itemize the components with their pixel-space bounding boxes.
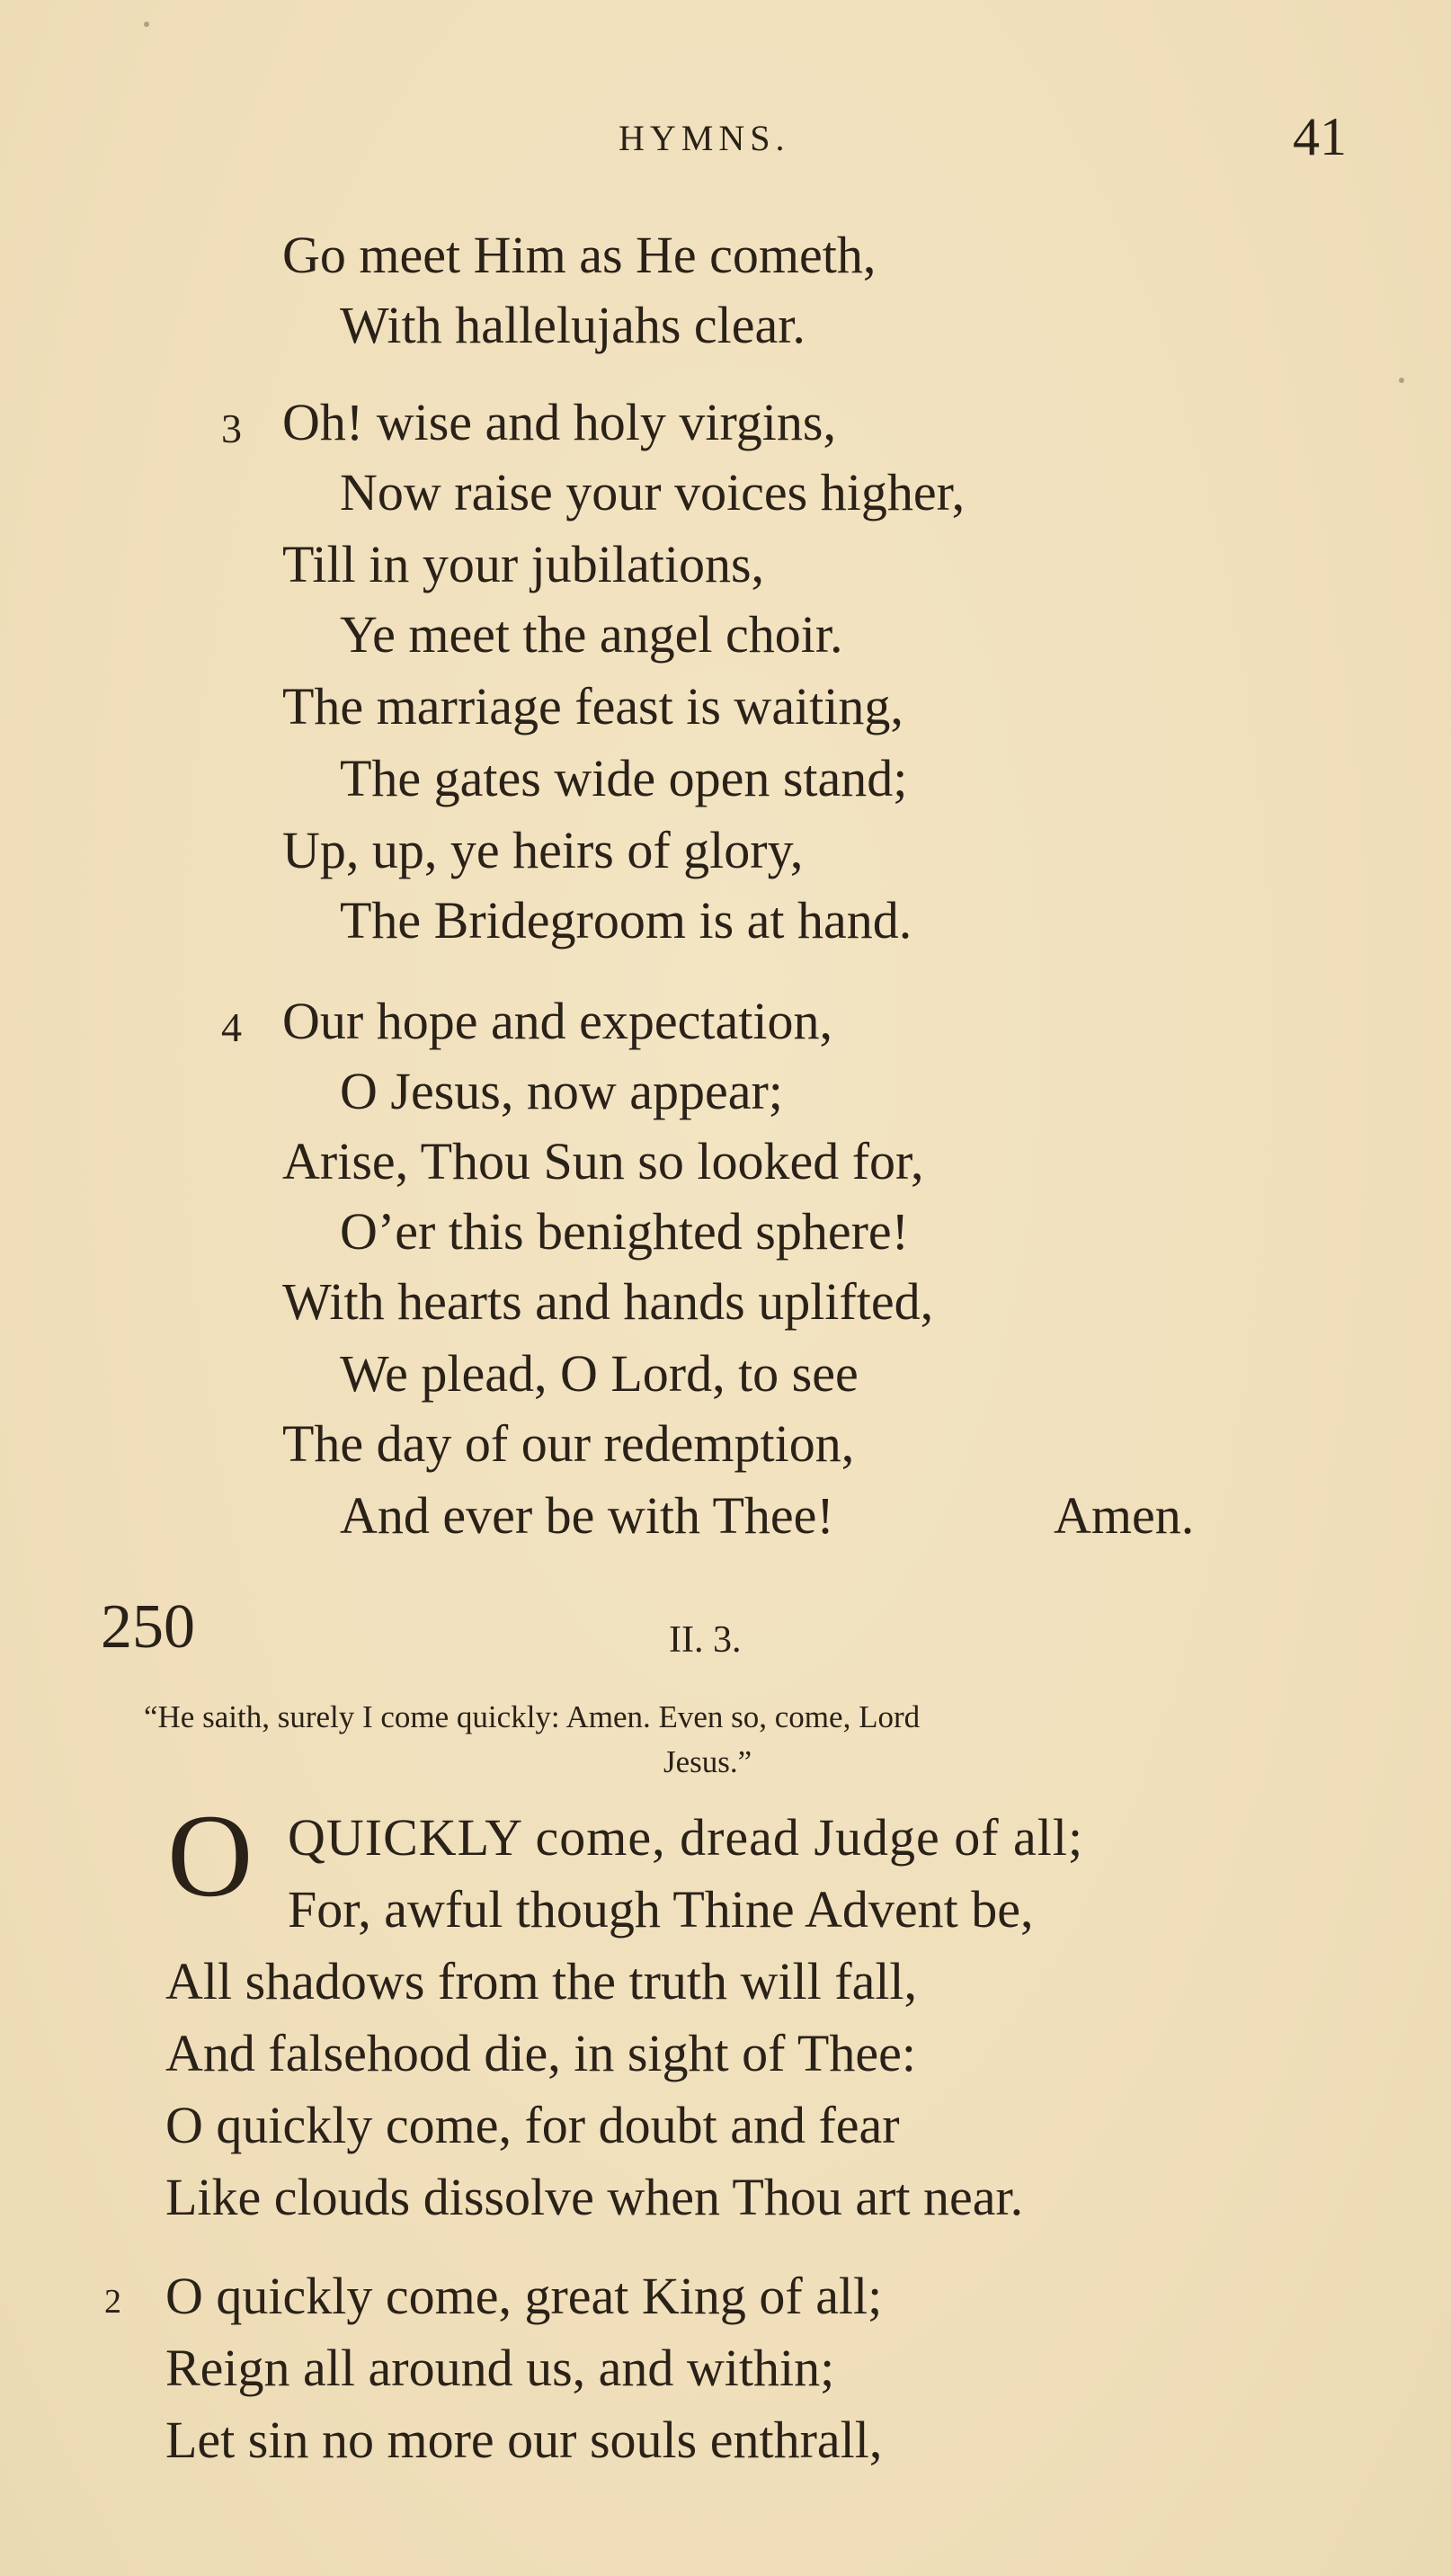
- verse-line: Our hope and expectation,: [282, 992, 833, 1050]
- verse-line: For, awful though Thine Advent be,: [288, 1880, 1034, 1939]
- verse-line: We plead, O Lord, to see: [340, 1344, 859, 1403]
- amen: Amen.: [1054, 1486, 1195, 1545]
- verse-line: Oh! wise and holy virgins,: [282, 393, 836, 451]
- verse-line: Up, up, ye heirs of glory,: [282, 821, 804, 879]
- epigraph-line: “He saith, surely I come quickly: Amen. Even so, come, Lord: [144, 1699, 921, 1734]
- verse-line: The marriage feast is waiting,: [282, 677, 904, 735]
- verse-line: O quickly come, great King of all;: [165, 2267, 883, 2325]
- verse-line: Now raise your voices higher,: [340, 463, 966, 521]
- verse-line: Let sin no more our souls enthrall,: [165, 2411, 883, 2469]
- verse-line: With hallelujahs clear.: [340, 296, 806, 354]
- page-number: 41: [1293, 107, 1347, 166]
- verse-line: All shadows from the truth will fall,: [165, 1952, 918, 2010]
- verse-line: The Bridegroom is at hand.: [340, 891, 912, 949]
- hymn-number: 250: [101, 1592, 195, 1662]
- stanza-number: 4: [221, 1004, 242, 1050]
- stanza-number: 3: [221, 406, 242, 451]
- print-speck: [1399, 378, 1404, 383]
- verse-line: Ye meet the angel choir.: [340, 605, 843, 664]
- epigraph-line: Jesus.”: [663, 1744, 752, 1779]
- verse-line: Like clouds dissolve when Thou art near.: [165, 2168, 1024, 2226]
- print-speck: [144, 22, 149, 27]
- verse-line: And falsehood die, in sight of Thee:: [165, 2024, 916, 2082]
- verse-line: With hearts and hands uplifted,: [282, 1272, 934, 1331]
- verse-line: Arise, Thou Sun so looked for,: [282, 1132, 924, 1190]
- stanza-number: 2: [104, 2283, 121, 2321]
- verse-line: QUICKLY come, dread Judge of all;: [288, 1808, 1084, 1867]
- verse-line: Go meet Him as He cometh,: [282, 226, 877, 284]
- verse-line: O’er this benighted sphere!: [340, 1202, 909, 1261]
- verse-line: And ever be with Thee!: [340, 1486, 834, 1545]
- verse-line: The day of our redemption,: [282, 1414, 855, 1473]
- verse-line: Till in your jubilations,: [282, 535, 765, 593]
- running-head: HYMNS.: [619, 118, 790, 158]
- drop-cap: O: [167, 1789, 254, 1921]
- verse-line: O Jesus, now appear;: [340, 1062, 783, 1120]
- verse-line: The gates wide open stand;: [340, 749, 908, 807]
- verse-line: Reign all around us, and within;: [165, 2339, 835, 2397]
- hymn-meter: II. 3.: [669, 1619, 742, 1661]
- verse-line: O quickly come, for doubt and fear: [165, 2096, 900, 2154]
